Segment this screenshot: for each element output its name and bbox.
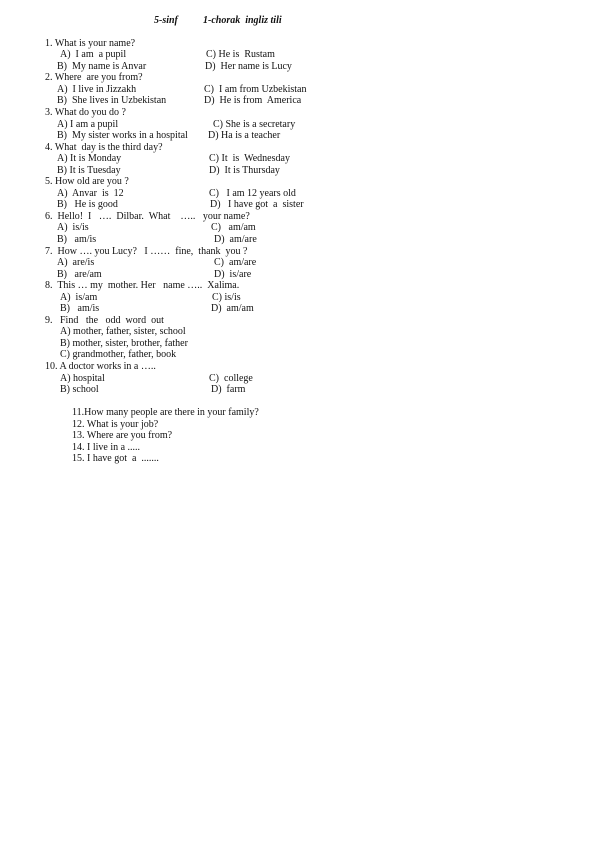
question-8-option-d: D) am/am <box>211 303 254 314</box>
question-8-option-c: C) is/is <box>212 292 241 303</box>
question-10-option-d: D) farm <box>211 384 246 395</box>
question-2-option-c: C) I am from Uzbekistan <box>204 84 307 95</box>
question-1-option-d: D) Her name is Lucy <box>205 61 292 72</box>
question-4-option-b: B) It is Tuesday <box>57 165 121 176</box>
open-question-12: 12. What is your job? <box>72 419 159 430</box>
question-6-option-b: B) am/is <box>57 234 97 245</box>
question-3-option-b: B) My sister works in a hospital <box>57 130 188 141</box>
question-4: 4. What day is the third day? <box>45 142 163 153</box>
question-5: 5. How old are you ? <box>45 176 129 187</box>
question-9-option-c: C) grandmother, father, book <box>60 349 177 360</box>
question-3-option-c: C) She is a secretary <box>213 119 296 130</box>
question-7-option-d: D) is/are <box>214 269 252 280</box>
question-4-option-a: A) It is Monday <box>57 153 122 164</box>
question-8-option-b: B) am/is <box>60 303 100 314</box>
question-3: 3. What do you do ? <box>45 107 126 118</box>
question-10-option-b: B) school <box>60 384 99 395</box>
question-6: 6. Hello! I …. Dilbar. What ….. your name? <box>45 211 250 222</box>
question-5-option-c: C) I am 12 years old <box>209 188 296 199</box>
question-2-option-a: A) I live in Jizzakh <box>57 84 137 95</box>
question-4-option-c: C) It is Wednesday <box>209 153 290 164</box>
question-7-option-a: A) are/is <box>57 257 95 268</box>
question-1: 1. What is your name? <box>45 38 136 49</box>
question-2-option-b: B) She lives in Uzbekistan <box>57 95 167 106</box>
question-3-option-a: A) I am a pupil <box>57 119 119 130</box>
question-9-option-b: B) mother, sister, brother, father <box>60 338 188 349</box>
question-3-option-d: D) Ha is a teacher <box>208 130 281 141</box>
open-question-11: 11.How many people are there in your family? <box>72 407 259 418</box>
question-8: 8. This … my mother. Her name ….. Xalima. <box>45 280 240 291</box>
question-10-option-c: C) college <box>209 373 253 384</box>
question-9-option-a: A) mother, father, sister, school <box>60 326 186 337</box>
grade-heading: 5-sinf <box>154 15 178 26</box>
open-question-14: 14. I live in a ..... <box>72 442 141 453</box>
question-1-option-b: B) My name is Anvar <box>57 61 147 72</box>
question-6-option-a: A) is/is <box>57 222 89 233</box>
question-10: 10. A doctor works in a ….. <box>45 361 156 372</box>
open-question-13: 13. Where are you from? <box>72 430 173 441</box>
question-2-option-d: D) He is from America <box>204 95 302 106</box>
open-question-15: 15. I have got a ....... <box>72 453 159 464</box>
question-5-option-a: A) Anvar is 12 <box>57 188 124 199</box>
question-7-option-b: B) are/am <box>57 269 102 280</box>
question-5-option-d: D) I have got a sister <box>210 199 304 210</box>
question-5-option-b: B) He is good <box>57 199 118 210</box>
question-8-option-a: A) is/am <box>60 292 98 303</box>
question-2: 2. Where are you from? <box>45 72 143 83</box>
question-1-option-a: A) I am a pupil <box>60 49 127 60</box>
question-7: 7. How …. you Lucy? I …… fine, thank you ? <box>45 246 248 257</box>
question-7-option-c: C) am/are <box>214 257 257 268</box>
question-9: 9. Find the odd word out <box>45 315 164 326</box>
question-6-option-d: D) am/are <box>214 234 257 245</box>
page-title: 1-chorak ingliz tili <box>203 15 282 26</box>
question-6-option-c: C) am/am <box>211 222 256 233</box>
question-10-option-a: A) hospital <box>60 373 105 384</box>
question-1-option-c: C) He is Rustam <box>206 49 275 60</box>
question-4-option-d: D) It is Thursday <box>209 165 280 176</box>
